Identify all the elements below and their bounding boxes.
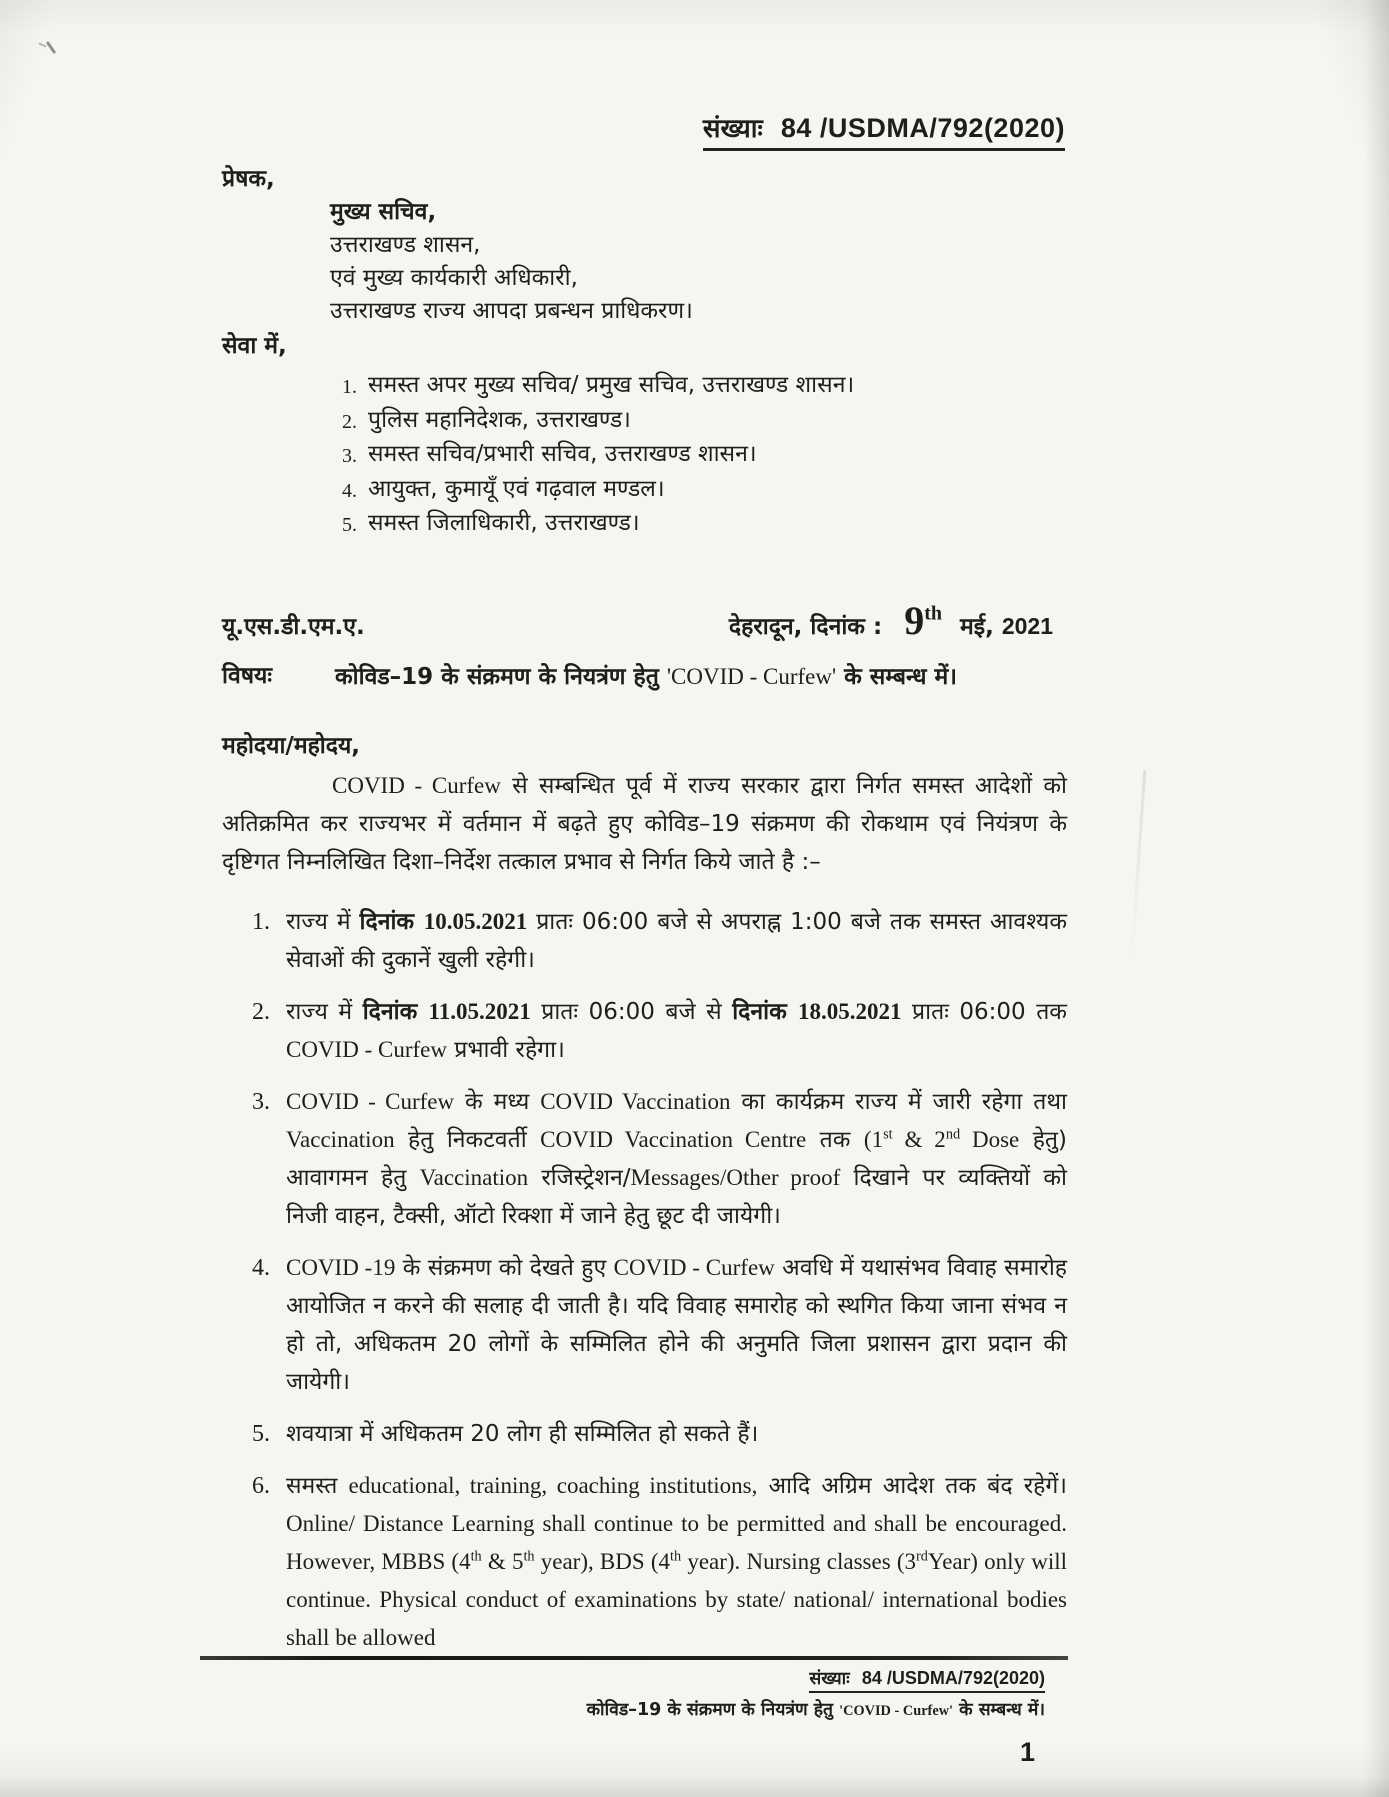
place-date-label: देहरादून, दिनांक : (728, 613, 883, 640)
reference-label: संख्याः (702, 114, 763, 144)
directive-text: शवयात्रा में अधिकतम 20 लोग ही सम्मिलित हो सकते हैं। (286, 1420, 759, 1447)
recipient-number: 2. (342, 410, 357, 433)
recipient-text: समस्त जिलाधिकारी, उत्तराखण्ड। (368, 510, 640, 536)
footer-divider (200, 1656, 1068, 1660)
dateline (222, 597, 1067, 644)
directive-text: समस्त educational, training, coaching institutions, आदि अग्रिम आदेश तक बंद रहेगें। Online/ Distance Learning shall continue to be permitted and shall be encouraged. However, MBBS (4th & 5th year), BDS (4th year). Nursing classes (3rdYear) only will continue. Physical conduct of examinations by state/ national/ international bodies shall be allowed (286, 1472, 1068, 1650)
subject-label: विषयः (222, 662, 273, 689)
recipient-number: 5. (342, 514, 357, 536)
to-label: सेवा में, (222, 333, 287, 359)
recipient-number: 3. (342, 445, 357, 467)
footer-subject: कोविड–19 के संक्रमण के नियत्रंण हेतु 'COVID - Curfew' के सम्बन्ध में। (586, 1700, 1045, 1720)
recipient-list (222, 369, 1067, 542)
directive-list (222, 903, 1067, 1657)
directive-number: 1. (252, 908, 270, 935)
sender-line: उत्तराखण्ड राज्य आपदा प्रबन्धन प्राधिकरण। (330, 298, 693, 324)
recipient-text: पुलिस महानिदेशक, उत्तराखण्ड। (368, 406, 631, 433)
sender-line: एवं मुख्य कार्यकारी अधिकारी, (330, 265, 578, 291)
recipient-item (342, 473, 1067, 508)
recipient-item (342, 369, 1067, 404)
from-label: प्रेषक, (222, 166, 275, 192)
recipient-number: 4. (342, 479, 357, 502)
directive-text: COVID -19 के संक्रमण को देखते हुए COVID - Curfew अवधि में यथासंभव विवाह समारोह आयोजित न करने की सलाह दी जाती है। यदि विवाह समारोह को स्थगित किया जाना संभव न हो तो, अधिकतम 20 लोगों के सम्मिलित होने की अनुमति जिला प्रशासन द्वारा प्रदान की जायेगी। (286, 1254, 1067, 1395)
directive-item (252, 1083, 1067, 1235)
directive-number: 6. (252, 1472, 270, 1499)
reference-number-line (222, 112, 1065, 151)
recipient-item (342, 404, 1067, 439)
footer-reference-value: 84 /USDMA/792(2020) (861, 1668, 1045, 1688)
directive-item (252, 1249, 1067, 1401)
office-abbreviation: यू.एस.डी.एम.ए. (222, 613, 365, 640)
directive-text: COVID - Curfew के मध्य COVID Vaccination का कार्यक्रम राज्य में जारी रहेगा तथा Vaccination हेतु निकटवर्ती COVID Vaccination Centre तक (1st & 2nd Dose हेतु) आवागमन हेतु Vaccination रजिस्ट्रेशन/Messages/Other proof दिखाने पर व्यक्तियों को निजी वाहन, टैक्सी, ऑटो रिक्शा में जाने हेतु छूट दी जायेगी। (286, 1088, 1068, 1229)
recipient-item (342, 507, 1067, 542)
directive-item (252, 1467, 1067, 1657)
directive-number: 4. (252, 1254, 270, 1281)
directive-number: 2. (252, 998, 270, 1025)
date-day: 9th (904, 597, 942, 643)
footer-reference-label: संख्याः (809, 1669, 850, 1689)
subject-text: कोविड–19 के संक्रमण के नियत्रंण हेतु 'COVID - Curfew' के सम्बन्ध में। (335, 663, 957, 690)
intro-paragraph: COVID - Curfew से सम्बन्धित पूर्व में राज्य सरकार द्वारा निर्गत समस्त आदेशों को अतिक्रमित कर राज्यभर में वर्तमान में बढ़ते हुए कोविड–19 संक्रमण की रोकथाम एवं नियंत्रण के दृष्टिगत निम्नलिखित दिशा–निर्देश तत्काल प्रभाव से निर्गत किये जाते है :– (222, 772, 1068, 875)
directive-number: 3. (252, 1088, 270, 1115)
directive-text: राज्य में दिनांक 11.05.2021 प्रातः 06:00 बजे से दिनांक 18.05.2021 प्रातः 06:00 तक COVID - Curfew प्रभावी रहेगा। (286, 998, 1067, 1063)
directive-item (252, 993, 1067, 1069)
directive-text: राज्य में दिनांक 10.05.2021 प्रातः 06:00 बजे से अपराह्न 1:00 बजे तक समस्त आवश्यक सेवाओं की दुकानें खुली रहेगी। (286, 908, 1067, 973)
scan-edge-shadow-bottom (0, 1777, 1389, 1797)
directive-number: 5. (252, 1420, 270, 1447)
reference-value: 84 /USDMA/792(2020) (780, 113, 1065, 143)
directive-item (252, 1415, 1067, 1453)
sender-line: उत्तराखण्ड शासन, (330, 232, 481, 258)
page-number: 1 (1019, 1737, 1035, 1767)
page-footer (587, 1666, 1045, 1768)
place-and-date (728, 597, 1053, 644)
recipient-number: 1. (342, 376, 357, 398)
reference-number (703, 112, 1065, 151)
recipient-text: आयुक्त, कुमायूँ एवं गढ़वाल मण्डल। (368, 475, 665, 502)
recipient-item (342, 438, 1067, 473)
directive-item (252, 903, 1067, 979)
footer-reference (809, 1666, 1045, 1693)
salutation: महोदया/महोदय, (222, 732, 361, 759)
sender-line: मुख्य सचिव, (330, 199, 437, 225)
date-day-suffix: th (924, 602, 942, 625)
date-month-year: मई, 2021 (960, 612, 1053, 640)
sender-block (222, 196, 1067, 328)
recipient-text: समस्त सचिव/प्रभारी सचिव, उत्तराखण्ड शासन। (368, 441, 757, 467)
recipient-text: समस्त अपर मुख्य सचिव/ प्रमुख सचिव, उत्तराखण्ड शासन। (368, 372, 855, 398)
subject-row (222, 660, 1067, 694)
